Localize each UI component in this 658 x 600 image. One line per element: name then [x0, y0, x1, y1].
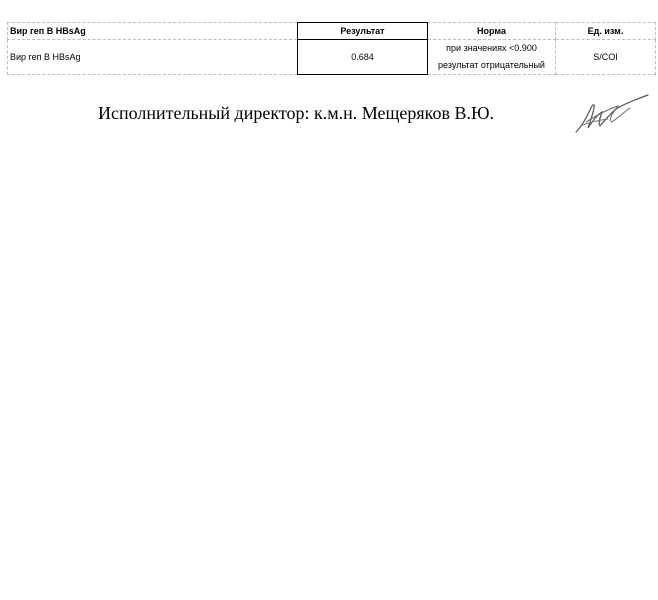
header-norm: Норма — [428, 23, 556, 40]
table-row — [8, 40, 656, 75]
cell-test-name: Вир геп В HBsAg — [8, 40, 298, 75]
header-result: Результат — [298, 23, 428, 40]
handwritten-signature-icon — [572, 92, 652, 136]
director-signature-text: Исполнительный директор: к.м.н. Мещеряков В.Ю. — [98, 103, 494, 123]
header-unit: Ед. изм. — [556, 23, 656, 40]
norm-line-2: результат отрицательный — [438, 60, 545, 70]
results-table — [7, 22, 656, 75]
cell-unit: S/COI — [556, 40, 656, 75]
cell-result-value: 0.684 — [298, 40, 428, 75]
header-test: Вир геп В HBsAg — [8, 23, 298, 40]
table-header-row — [8, 23, 656, 40]
cell-norm — [428, 40, 556, 75]
norm-line-1: при значениях <0.900 — [446, 43, 537, 53]
